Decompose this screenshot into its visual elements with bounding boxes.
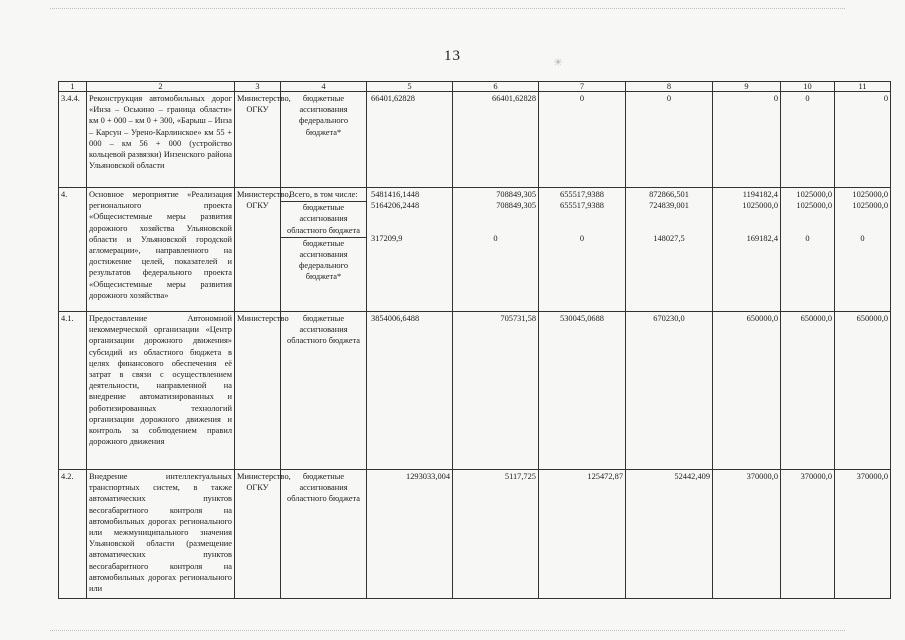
value-year-3: 52442,409 [626,470,713,599]
scan-artifact-top [50,8,845,10]
value-federal: 0 [493,234,498,244]
value-year-6: 650000,0 [835,312,891,470]
value-all: 655517,9388 [560,190,604,199]
value-year-4: 370000,0 [713,470,781,599]
value-year-1: 705731,58 [453,312,539,470]
table-row [59,92,891,188]
value-federal: 0 [579,234,585,244]
row-executor: Министерство, ОГКУ [235,188,281,312]
value-year-5 [781,188,835,312]
row-executor: Министерство, ОГКУ [235,470,281,599]
value-year-6 [835,188,891,312]
header-col-11: 11 [835,82,891,92]
header-col-3: 3 [235,82,281,92]
header-col-1: 1 [59,82,87,92]
value-total: 1293033,004 [367,470,453,599]
row-description: Внедрение интеллектуальных транспортных систем, в также автоматических пунктов весогабаритного контроля на автомобильных дорогах регионального или межмуниципального значения Ульяновской области (размещение автоматических пунктов весогабаритного контроля на автомобильных дорогах регионального или [87,470,235,599]
page-number: 13 [444,48,461,64]
value-all: 1025000,0 [796,190,832,199]
value-federal: 169182,4 [746,234,778,244]
value-regional: 1025000,0 [852,201,888,211]
value-year-2: 125472,87 [539,470,626,599]
source-regional-label: бюджетные ассигнования областного бюджета [281,201,366,236]
row-funding-source: бюджетные ассигнования федерального бюджета* [281,92,367,188]
value-all: 708849,305 [496,190,536,199]
value-year-5: 370000,0 [781,470,835,599]
value-regional: 724839,001 [649,201,689,211]
value-year-2 [539,188,626,312]
value-year-4: 0 [713,92,781,188]
scan-artifact-bottom [50,630,845,632]
value-year-4 [713,188,781,312]
value-year-1: 5117,725 [453,470,539,599]
value-year-5: 0 [781,92,835,188]
value-federal: 148027,5 [653,234,685,244]
row-number: 4.2. [59,470,87,599]
row-description: Предоставление Автономной некоммерческой организации «Центр организации дорожного движения» субсидий из областного бюджета в целях финансового обеспечения её затрат в связи с осуществлением деятельности, направленной на внедрение автоматизированных и роботизированных технологий организации дорожного движения и контроль за соблюдением правил дорожного движения [87,312,235,470]
value-all: 1025000,0 [852,190,888,199]
row-funding-source: бюджетные ассигнования областного бюджета [281,470,367,599]
value-total-federal: 317209,9 [371,234,403,244]
header-col-4: 4 [281,82,367,92]
header-col-2: 2 [87,82,235,92]
value-regional: 708849,305 [496,201,536,211]
value-total-all: 5481416,1448 [371,190,420,199]
source-total-label: Всего, в том числе: [289,190,358,199]
stamp-smudge: ☀ [553,57,563,69]
value-federal: 0 [805,234,810,244]
header-col-10: 10 [781,82,835,92]
value-year-3 [626,188,713,312]
value-year-6: 0 [835,92,891,188]
value-all: 872866,501 [649,190,689,199]
table-row [59,188,891,312]
value-year-3: 670230,0 [626,312,713,470]
header-col-7: 7 [539,82,626,92]
source-federal-label: бюджетные ассигнования федерального бюджета* [281,237,366,283]
header-row [59,82,891,92]
row-number: 4. [59,188,87,312]
value-year-5: 650000,0 [781,312,835,470]
header-col-9: 9 [713,82,781,92]
table-row [59,470,891,599]
row-description: Реконструкция автомобильных дорог «Инза – Оськино – граница области» км 0 + 000 – км 0 + 300, «Барыш – Инза – Карсун – Урено-Карлинское» км 55 + 000 – км 56 + 000 (устройство кольцевой развязки) Инзенского района Ульяновской области [87,92,235,188]
row-executor: Министерство [235,312,281,470]
row-executor: Министерство, ОГКУ [235,92,281,188]
value-regional: 655517,9388 [560,201,604,211]
value-year-1: 66401,62828 [453,92,539,188]
row-number: 3.4.4. [59,92,87,188]
value-total: 3854006,6488 [367,312,453,470]
table-row [59,312,891,470]
value-all: 1194182,4 [742,190,778,199]
row-description: Основное мероприятие «Реализация регионального проекта «Общесистемные меры развития дорожного хозяйства Ульяновской области и Ульяновской городской агломерации», направленного на достижение целей, показателей и результатов федерального проекта «Общесистемные меры развития дорожного хозяйства» [87,188,235,312]
value-year-6: 370000,0 [835,470,891,599]
value-federal: 0 [860,234,865,244]
value-year-2: 0 [539,92,626,188]
value-regional: 1025000,0 [796,201,832,211]
row-number: 4.1. [59,312,87,470]
budget-table [58,81,891,599]
value-total: 66401,62828 [367,92,453,188]
header-col-8: 8 [626,82,713,92]
value-regional: 1025000,0 [742,201,778,211]
value-total [367,188,453,312]
row-funding-source: бюджетные ассигнования областного бюджета [281,312,367,470]
header-col-5: 5 [367,82,453,92]
header-col-6: 6 [453,82,539,92]
value-year-2: 530045,0688 [539,312,626,470]
value-year-1 [453,188,539,312]
value-year-3: 0 [626,92,713,188]
value-year-4: 650000,0 [713,312,781,470]
row-funding-source [281,188,367,312]
value-total-regional: 5164206,2448 [371,201,420,211]
